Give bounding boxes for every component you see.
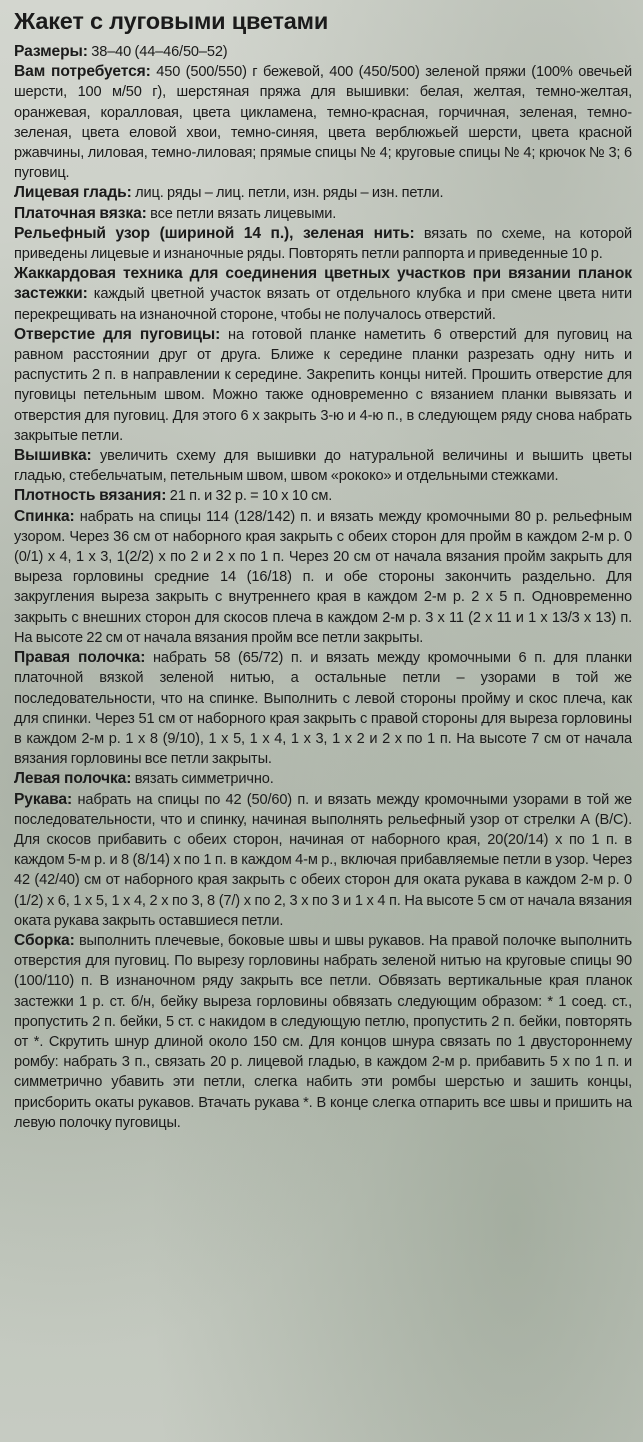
section-label: Рукава: [14, 790, 73, 808]
section-label: Размеры: [14, 43, 88, 60]
section-text: увеличить схему для вышивки до натуральной величины и вышить цветы гладью, стебельчатым, петельным швом, швом «рококо» и отдельными стежками. [14, 448, 632, 485]
section-label: Вышивка: [14, 447, 92, 465]
section-left-front [14, 769, 632, 789]
section-label: Платочная вязка: [14, 204, 147, 222]
section-relief-pattern [14, 224, 632, 264]
section-label: Спинка: [14, 507, 75, 525]
section-sizes [14, 42, 632, 62]
section-right-front [14, 648, 632, 769]
section-text: все петли вязать лицевыми. [146, 205, 337, 222]
section-jacquard [14, 264, 632, 325]
section-stockinette [14, 183, 632, 203]
section-sleeves [14, 790, 632, 931]
section-label: Плотность вязания: [14, 487, 167, 505]
section-materials [14, 62, 632, 183]
section-text: набрать 58 (65/72) п. и вязать между кромочными 6 п. для планки платочной вязкой зеленой нитью, а остальные петли – узорами в той же последовательности, что на спинке. Выполнить с левой стороны пройму и скос плеча, как для спинки. Через 51 см от наборного края закрыть с правой стороны для выреза горловины в каждом 2-м р. 1 х 8 (9/10), 1 х 5, 1 х 4, 1 х 3, 1 х 2 и 2 х по 1 п. На высоте 7 см от начала вязания горловины все петли закрыты. [14, 650, 632, 768]
section-buttonhole [14, 325, 632, 446]
section-embroidery [14, 446, 632, 486]
section-label: Левая полочка: [14, 770, 132, 788]
section-text: 38–40 (44–46/50–52) [87, 44, 228, 60]
section-text: 450 (500/550) г бежевой, 400 (450/500) зеленой пряжи (100% овечьей шерсти, 100 м/50 г), шерстяная пряжа для вышивки: белая, желтая, темно-желтая, оранжевая, коралловая, цвета цикламена, темно-красная, горчичная, зеленая, темно-зеленая, цвета еловой хвои, темно-синяя, цвета верблюжьей шерсти, цвета красной ржавчины, лиловая, темно-лиловая; прямые спицы № 4; круговые спицы № 4; крючок № 3; 6 пуговиц. [14, 64, 632, 182]
section-label: Правая полочка: [14, 649, 146, 667]
section-label: Жаккардовая техника для соединения цветных участков при вязании планок застежки: [14, 265, 632, 303]
section-label: Рельефный узор (шириной 14 п.), зеленая нить: [14, 224, 415, 242]
section-label: Лицевая гладь: [14, 184, 132, 202]
section-gauge [14, 486, 632, 506]
section-back [14, 507, 632, 648]
section-label: Отверстие для пуговицы: [14, 325, 221, 343]
section-text: набрать на спицы 114 (128/142) п. и вязать между кромочными 80 р. рельефным узором. Через 36 см от наборного края закрыть с обеих сторон для пройм в каждом 2-м р. 0 (0/1) х 4, 1 х 3, 1(2/2) х по 2 и 2 х по 1 п. Через 20 см от начала вязания пройм закрыть для выреза горловины средние 14 (16/18) п. и обе стороны закончить раздельно. Для закругления выреза закрыть с внутреннего края в каждом 2-м р. 2 х 5 п. Одновременно закрыть с внешних сторон для скосов плеча в каждом 2-м р. 3 х 11 (2 х 11 и 1 х 13/3 х 13) п. На высоте 22 см от начала вязания пройм все петли закрыты. [14, 508, 632, 646]
section-text: выполнить плечевые, боковые швы и швы рукавов. На правой полочке выполнить отверстия для пуговиц. По вырезу горловины набрать зеленой нитью на круговые спицы 90 (100/110) п. В изнаночном ряду закрыть все петли. Обвязать вертикальные края планок застежки 1 р. ст. б/н, бейку выреза горловины обвязать следующим образом: * 1 соед. ст., пропустить 2 п. бейки, 5 ст. с накидом в следующую петлю, пропустить 2 п. бейки, повторять от *. Скрутить шнур длиной около 150 см. Для концов шнура связать по 1 двустороннему ромбу: набрать 3 п., связать 20 р. лицевой гладью, в каждом 2-м р. прибавить 5 х по 1 п. и симметрично убавить эти петли, слегка набить эти ромбы шерстью и зашить концы, присборить окаты рукавов. Втачать рукава *. В конце слегка отпарить все швы и пришить на левую полочку пуговицы. [14, 932, 632, 1131]
section-garter [14, 204, 632, 224]
section-label: Сборка: [14, 931, 75, 949]
section-text: на готовой планке наметить 6 отверстий для пуговиц на равном расстоянии друг от друга. Ближе к середине планки разрезать одну нить и распустить 2 п. в направлении к середине. Закрепить концы нитей. Прошить отверстие для пуговицы петельным швом. Можно также одновременно с вязанием планки вывязать и отверстия для пуговиц. Для этого 6 х закрыть 3-ю и 4-ю п., в следующем ряду снова набрать закрытые петли. [14, 326, 632, 444]
pattern-article [14, 6, 632, 1133]
section-text: каждый цветной участок вязать от отдельного клубка и при смене цвета нити перекрещивать на изнаночной стороне, чтобы не получалось отверстий. [14, 286, 632, 323]
section-text: 21 п. и 32 р. = 10 х 10 см. [166, 488, 333, 505]
section-text: лиц. ряды – лиц. петли, изн. ряды – изн. петли. [131, 185, 444, 202]
section-label: Вам потребуется: [14, 63, 151, 81]
section-text: вязать симметрично. [131, 771, 274, 788]
section-text: набрать на спицы по 42 (50/60) п. и вязать между кромочными узорами в той же последовательности, что и спинку, начиная выполнять рельефный узор от стрелки А (В/С). Для скосов прибавить с обеих сторон, начиная от наборного края, 20(20/14) х по 1 п. в каждом 5-м р. и 8 (8/14) х по 1 п. в каждом 4-м р., включая прибавляемые петли в узор. Через 42 (42/40) см от наборного края закрыть с обеих сторон для оката рукава в каждом 2-м р. 0 (1/2) х 6, 1 х 5, 1 х 4, 2 х по 3, 8 (7/) х по 2, 3 х по 3 и 1 х 4 п. На высоте 5 см от начала вязания оката рукава закрыть оставшиеся петли. [14, 791, 632, 929]
article-title: Жакет с луговыми цветами [14, 8, 329, 34]
section-assembly [14, 931, 632, 1133]
section-text: вязать по схеме, на которой приведены лицевые и изнаночные ряды. Повторять петли раппорта и приведенные 10 р. [14, 225, 633, 263]
